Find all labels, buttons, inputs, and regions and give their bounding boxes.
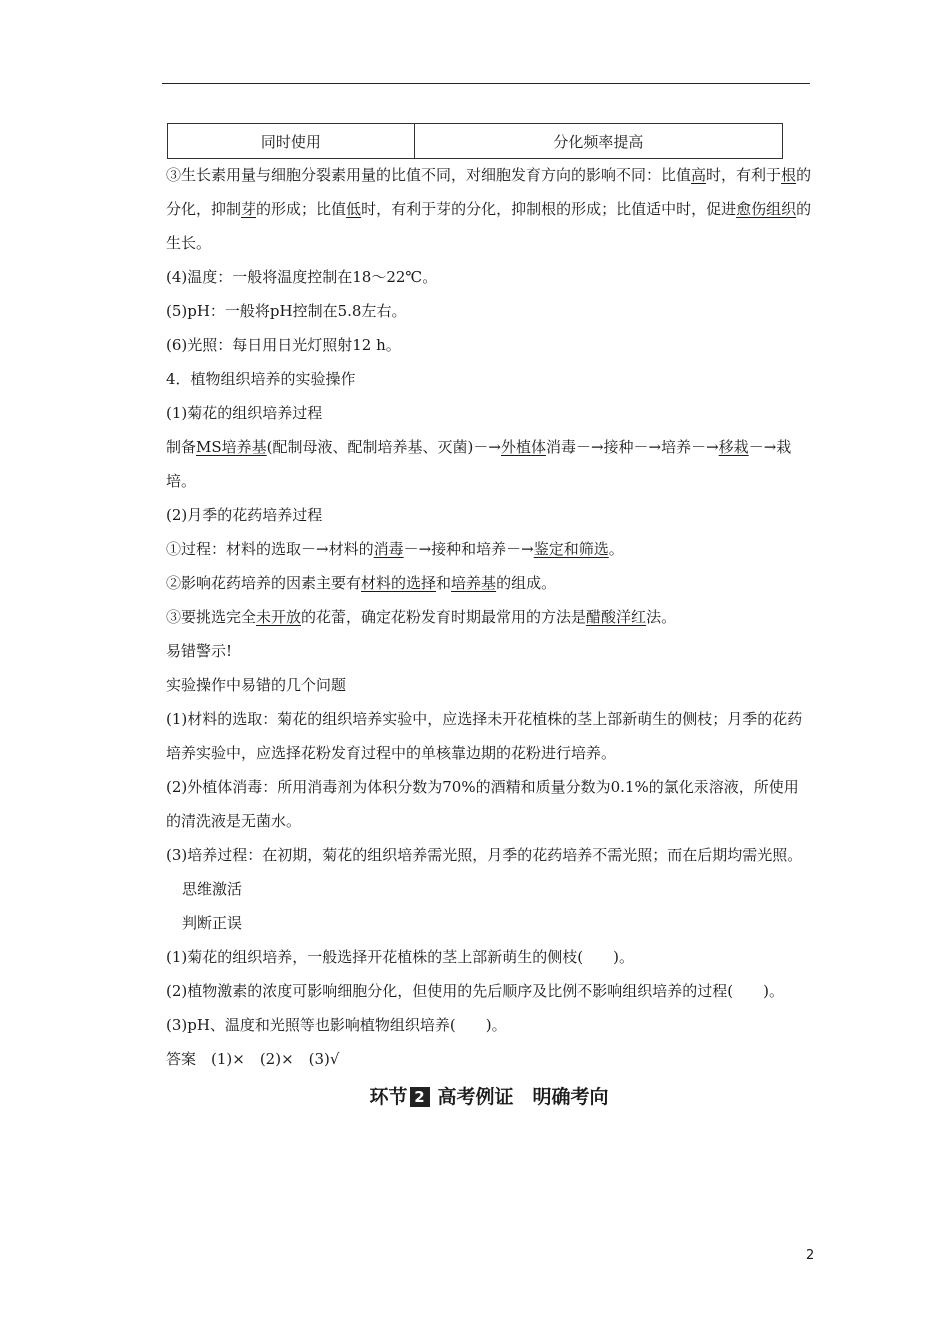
section-title: 4．植物组织培养的实验操作 <box>166 370 356 388</box>
table-cell: 分化频率提高 <box>414 124 782 159</box>
question-item: (1)菊花的组织培养，一般选择开花植株的茎上部新萌生的侧枝( )。 <box>166 948 634 966</box>
fragment-table <box>167 123 783 159</box>
warning-item: (2)外植体消毒：所用消毒剂为体积分数为70%的酒精和质量分数为0.1%的氯化汞溶液，所使用的清洗液是无菌水。 <box>166 778 799 830</box>
item-light: (6)光照：每日用日光灯照射12 h。 <box>166 336 401 354</box>
section-heading: 环节 2 高考例证 明确考向 <box>369 1086 609 1108</box>
subsection-chrysanthemum: (1)菊花的组织培养过程 <box>166 404 323 422</box>
judge-label: 判断正误 <box>182 914 243 932</box>
warning-item: (1)材料的选取：菊花的组织培养实验中，应选择未开花植株的茎上部新萌生的侧枝；月季的花药培养实验中，应选择花粉发育过程中的单核靠边期的花粉进行培养。 <box>166 710 803 762</box>
flow-chrysanthemum: 制备MS培养基(配制母液、配制培养基、灭菌)－→外植体消毒－→接种－→培养－→移栽－→栽培。 <box>166 438 792 490</box>
header-rule <box>162 83 810 84</box>
item-temperature: (4)温度：一般将温度控制在18～22℃。 <box>166 268 438 286</box>
answer-line: 答案 (1)× (2)× (3)√ <box>166 1050 340 1068</box>
table-row <box>168 124 783 159</box>
think-label: 思维激活 <box>182 880 243 898</box>
warning-subtitle: 实验操作中易错的几个问题 <box>166 676 347 694</box>
question-item: (2)植物激素的浓度可影响细胞分化，但使用的先后顺序及比例不影响组织培养的过程( )。 <box>166 982 784 1000</box>
warning-title: 易错警示! <box>166 642 233 660</box>
subsection-rose: (2)月季的花药培养过程 <box>166 506 323 524</box>
question-item: (3)pH、温度和光照等也影响植物组织培养( )。 <box>166 1016 507 1034</box>
warning-item: (3)培养过程：在初期，菊花的组织培养需光照，月季的花药培养不需光照；而在后期均需光照。 <box>166 846 803 864</box>
page-number: 2 <box>806 1248 815 1263</box>
rose-process: ①过程：材料的选取－→材料的消毒－→接种和培养－→鉴定和筛选。 <box>166 540 624 558</box>
table-cell: 同时使用 <box>168 124 415 159</box>
item-ph: (5)pH：一般将pH控制在5.8左右。 <box>166 302 407 320</box>
document-body <box>166 158 812 1116</box>
section-number-badge: 2 <box>410 1087 430 1107</box>
paragraph-hormone-ratio: ③生长素用量与细胞分裂素用量的比值不同，对细胞发育方向的影响不同：比值高时，有利于根的分化，抑制芽的形成；比值低时，有利于芽的分化，抑制根的形成；比值适中时，促进愈伤组织的生长。 <box>166 166 812 252</box>
rose-selection: ③要挑选完全未开放的花蕾，确定花粉发育时期最常用的方法是醋酸洋红法。 <box>166 608 677 626</box>
rose-factors: ②影响花药培养的因素主要有材料的选择和培养基的组成。 <box>166 574 557 592</box>
